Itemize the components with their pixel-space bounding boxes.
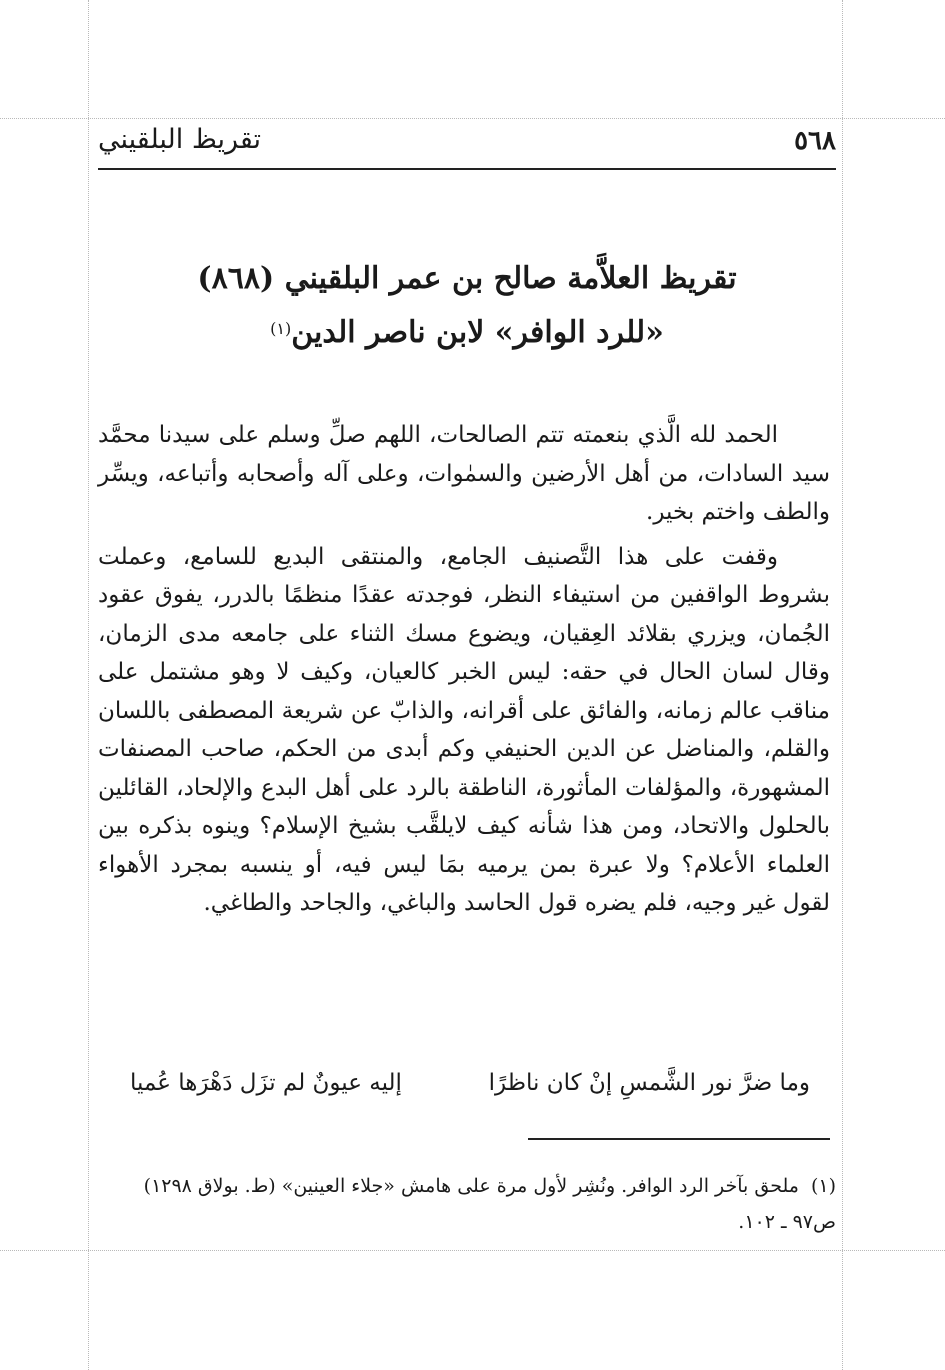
paragraph-opening-prayer: الحمد لله الَّذي بنعمته تتم الصالحات، اللهم صلِّ وسلم على سيدنا محمَّد سيد السادات، من أهل الأرضين والسمٰوات، وعلى آله وأصحابه وأتباعه، ويسِّر والطف واختم بخير. <box>98 422 830 525</box>
chapter-title-line-2-text: «للرد الوافر» لابن ناصر الدين <box>291 315 664 350</box>
footnote-reference: (١) <box>270 319 292 338</box>
chapter-title-line-1: تقريظ العلاَّمة صالح بن عمر البلقيني (٨٦٨) <box>197 261 737 296</box>
dotted-guide-line <box>0 1250 945 1251</box>
dotted-guide-line <box>0 118 945 119</box>
footnote-separator <box>528 1138 830 1140</box>
verse-second-hemistich: إليه عيونٌ لم تزَل دَهْرَها عُميا <box>130 1070 402 1096</box>
verse-first-hemistich: وما ضرَّ نور الشَّمسِ إنْ كان ناظرًا <box>488 1070 810 1096</box>
dotted-guide-line <box>88 0 89 1370</box>
running-title: تقريظ البلقيني <box>98 124 262 155</box>
body-text <box>98 416 830 923</box>
page-number: ٥٦٨ <box>794 126 836 156</box>
running-header <box>98 124 836 170</box>
footnote-marker: (١) <box>810 1175 836 1197</box>
chapter-title-line-2 <box>98 306 836 360</box>
chapter-title <box>98 252 836 360</box>
dotted-guide-line <box>842 0 843 1370</box>
paragraph-commendation: وقفت على هذا التَّصنيف الجامع، والمنتقى البديع للسامع، وعملت بشروط الواقفين من استيفاء النظر، فوجدته عقدًا منظمًا بالدرر، يفوق عقود الجُمان، ويزري بقلائد العِقيان، ويضوع مسك الثناء على جامعه مدى الزمان، وقال لسان الحال في حقه: ليس الخبر كالعيان، وكيف لا وهو مشتمل على مناقب عالم زمانه، والفائق على أقرانه، والذابّ عن شريعة المصطفى باللسان والقلم، والمناضل عن الدين الحنيفي وكم أبدى من الحكم، صاحب المصنفات المشهورة، والمؤلفات المأثورة، الناطقة بالرد على أهل البدع والإلحاد، القائلين بالحلول والاتحاد، ومن هذا شأنه كيف لايلقَّب بشيخ الإسلام؟ وينوه بذكره بين العلماء الأعلام؟ ولا عبرة بمن يرميه بمَا ليس فيه، أو ينسبه بمجرد الأهواء لقول غير وجيه، فلم يضره قول الحاسد والباغي، والجاحد والطاغي. <box>98 543 830 916</box>
poetry-verse <box>130 1070 810 1110</box>
footnote <box>98 1168 836 1240</box>
footnote-text: ملحق بآخر الرد الوافر. ونُشِر لأول مرة على هامش «جلاء العينين» (ط. بولاق ١٢٩٨) ص٩٧ ـ ١٠٢. <box>143 1175 836 1233</box>
